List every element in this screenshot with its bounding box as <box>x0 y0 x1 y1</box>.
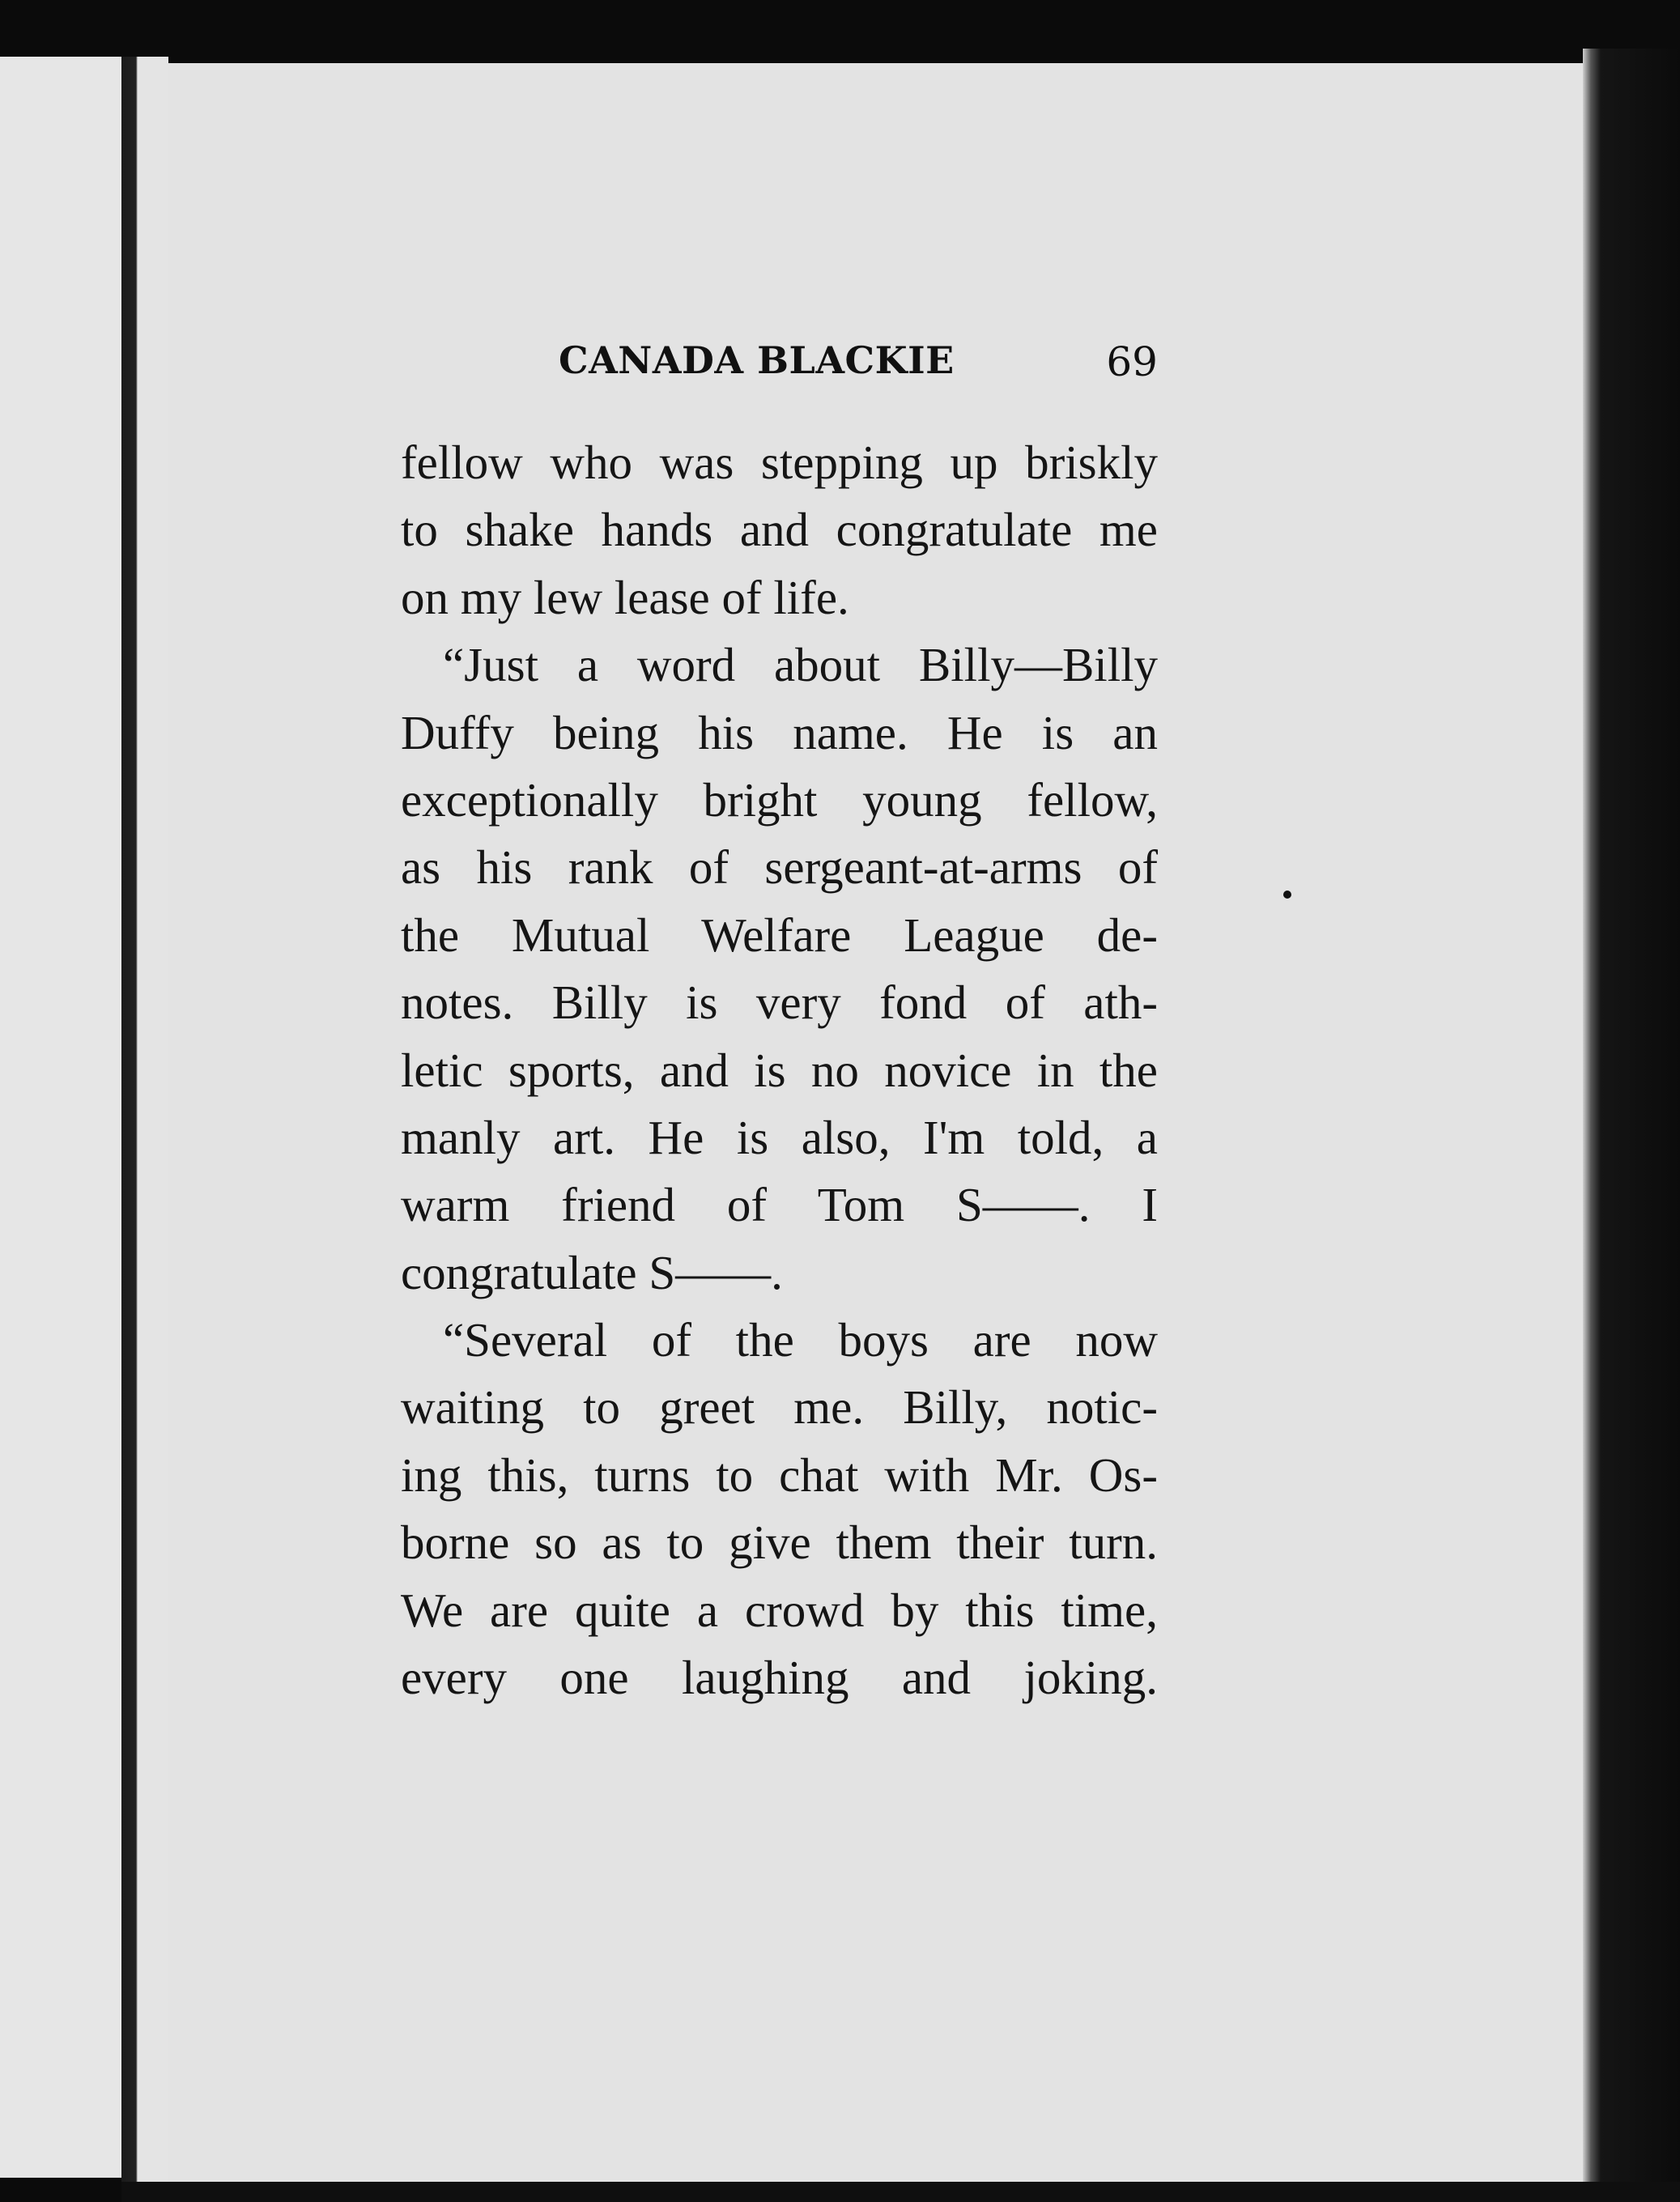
text-line: to shake hands and congratulate me <box>401 503 1158 557</box>
running-header <box>559 338 1158 395</box>
text-line: We are quite a crowd by this time, <box>401 1583 1158 1637</box>
running-title: CANADA BLACKIE <box>559 338 955 382</box>
text-line: borne so as to give them their turn. <box>401 1515 1158 1570</box>
body-text <box>401 429 1158 1711</box>
text-line: “Just a word about Billy—Billy <box>443 638 1158 692</box>
text-line: the Mutual Welfare League de- <box>401 908 1158 962</box>
text-line: “Several of the boys are now <box>443 1313 1158 1367</box>
page-number: 69 <box>1106 338 1158 385</box>
text-line: notes. Billy is very fond of ath- <box>401 976 1158 1030</box>
text-line: congratulate S——. <box>401 1245 783 1299</box>
text-line: as his rank of sergeant-at-arms of <box>401 840 1158 895</box>
page-edge-stack <box>1583 49 1680 2202</box>
text-line: exceptionally bright young fellow, <box>401 772 1158 827</box>
text-line: fellow who was stepping up briskly <box>401 436 1158 489</box>
book-gutter <box>121 57 168 2186</box>
text-line: warm friend of Tom S——. I <box>401 1178 1158 1232</box>
text-line: Duffy being his name. He is an <box>401 705 1158 759</box>
text-line: waiting to greet me. Billy, notic- <box>401 1380 1158 1435</box>
text-line: on my lew lease of life. <box>401 570 849 624</box>
text-line: ing this, turns to chat with Mr. Os- <box>401 1447 1158 1502</box>
text-line: manly art. He is also, I'm told, a <box>401 1110 1158 1164</box>
ink-speck <box>1283 891 1291 899</box>
scan-border <box>121 2182 1680 2202</box>
text-line: letic sports, and is no novice in the <box>401 1043 1158 1097</box>
text-line: every one laughing and joking. <box>401 1651 1158 1705</box>
